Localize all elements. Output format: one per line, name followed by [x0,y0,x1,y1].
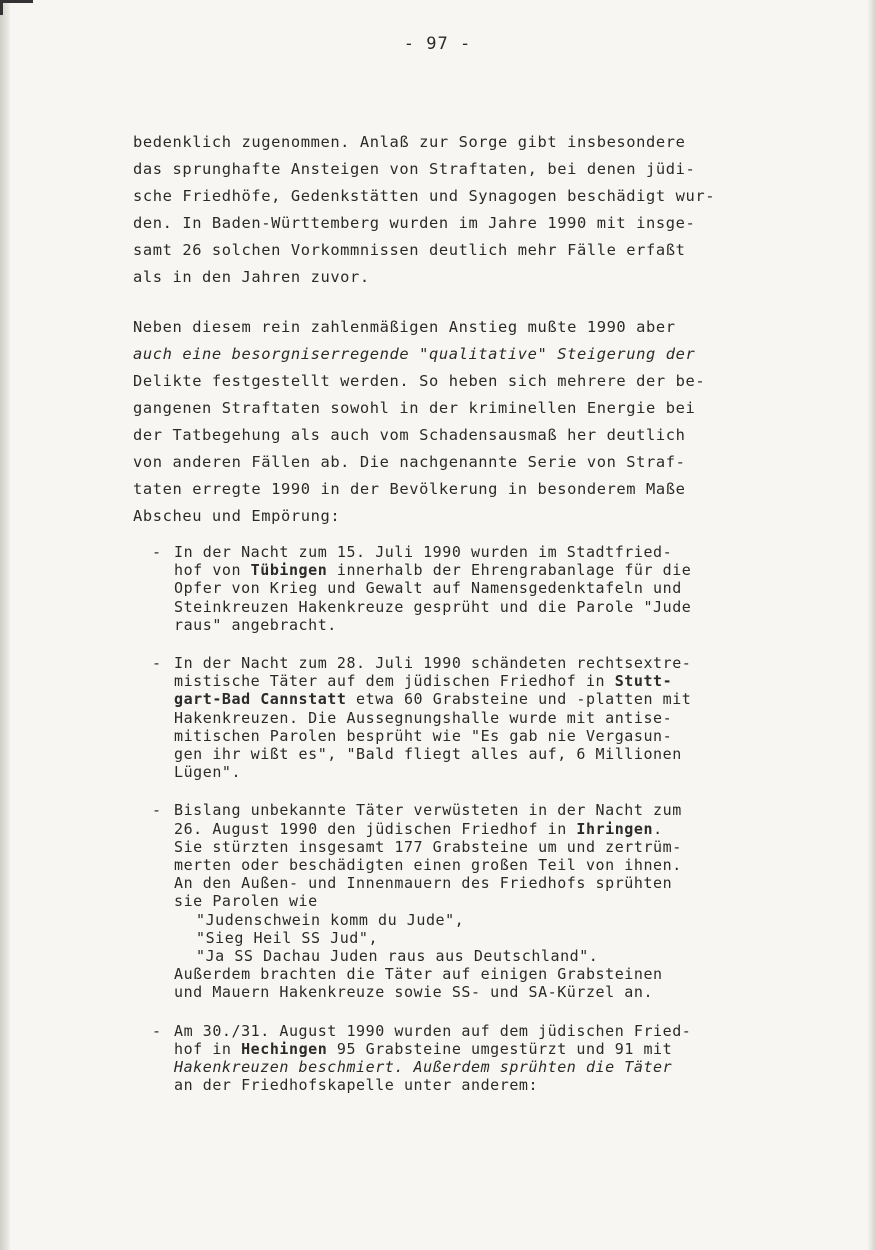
text-line: Hakenkreuzen beschmiert. Außerdem sprühten die Täter [174,1058,673,1077]
text-line [174,561,762,579]
text-line: und Mauern Hakenkreuze sowie SS- und SA-Kürzel an. [174,983,654,1002]
text-line: bedenklich zugenommen. Anlaß zur Sorge gibt insbesondere [133,133,686,151]
text-line: raus" angebracht. [174,615,337,634]
text-line: Außerdem brachten die Täter auf einigen Grabsteinen [174,965,663,984]
text-line: Neben diesem rein zahlenmäßigen Anstieg mußte 1990 aber [133,318,676,336]
paragraph-2 [133,314,753,530]
text-segment: innerhalb der Ehrengrabanlage für die [327,561,692,580]
text-line: Opfer von Krieg und Gewalt auf Namensgedenktafeln und [174,579,682,598]
incident-list [152,543,762,1114]
place-name: Hechingen [241,1039,328,1058]
text-line: In der Nacht zum 28. Juli 1990 schändeten rechtsextre- [174,654,692,673]
scan-left-edge [0,0,10,1250]
place-name: Tübingen [250,561,328,580]
list-dash: - [152,1021,162,1040]
quote-line: "Ja SS Dachau Juden raus aus Deutschland". [196,947,599,966]
text-line: gen ihr wißt es", "Bald fliegt alles auf, 6 Millionen [174,745,682,764]
list-dash: - [152,543,162,561]
text-segment: hof in [174,1039,242,1058]
list-dash: - [152,654,162,673]
text-line: Abscheu und Empörung: [133,507,341,525]
text-segment: 95 Grabsteine umgestürzt und 91 mit [327,1039,673,1058]
text-line-italic: auch eine besorgniserregende "qualitative" Steigerung der [133,345,696,363]
text-line: an der Friedhofskapelle unter anderem: [174,1076,539,1095]
place-name: Ihringen [576,819,654,838]
text-segment: . [653,819,663,838]
text-line: Steinkreuzen Hakenkreuze gesprüht und die Parole "Jude [174,597,692,616]
text-line: merten oder beschädigten einen großen Teil von ihnen. [174,856,682,875]
quote-line: "Sieg Heil SS Jud", [196,928,379,947]
list-item-stuttgart [152,654,762,781]
text-line: sie Parolen wie [174,892,318,911]
text-line: von anderen Fällen ab. Die nachgenannte Serie von Straf- [133,453,686,471]
text-line: samt 26 solchen Vorkommnissen deutlich mehr Fälle erfaßt [133,241,686,259]
text-line: Lügen". [174,763,242,782]
text-line [174,1040,762,1058]
list-item-hechingen [152,1022,762,1095]
text-line: Sie stürzten insgesamt 177 Grabsteine um und zertrüm- [174,837,682,856]
text-segment: 26. August 1990 den jüdischen Friedhof in [174,819,577,838]
text-line: das sprunghafte Ansteigen von Straftaten, bei denen jüdi- [133,160,696,178]
text-line [174,690,762,708]
paragraph-1 [133,129,753,291]
text-line: mitischen Parolen besprüht wie "Es gab nie Vergasun- [174,726,673,745]
text-line: Am 30./31. August 1990 wurden auf dem jüdischen Fried- [174,1021,692,1040]
text-line: Delikte festgestellt werden. So heben sich mehrere der be- [133,372,706,390]
text-line [174,820,762,838]
list-item-tuebingen [152,543,762,634]
text-segment: mistische Täter auf dem jüdischen Friedhof in [174,672,615,691]
text-line: als in den Jahren zuvor. [133,268,370,286]
list-dash: - [152,801,162,820]
list-item-ihringen [152,801,762,1001]
page-number: - 97 - [403,34,472,54]
scan-corner-mark [0,0,33,15]
text-line: taten erregte 1990 in der Bevölkerung in besonderem Maße [133,480,686,498]
place-name: Stutt- [614,672,673,691]
text-line: den. In Baden-Württemberg wurden im Jahre 1990 mit insge- [133,214,696,232]
text-segment: etwa 60 Grabsteine und -platten mit [346,690,692,709]
text-line: Bislang unbekannte Täter verwüsteten in der Nacht zum [174,801,682,820]
place-name: gart-Bad Cannstatt [174,690,347,709]
scan-right-edge [867,0,875,1250]
text-line: In der Nacht zum 15. Juli 1990 wurden im Stadtfried- [174,543,673,561]
text-line: der Tatbegehung als auch vom Schadensausmaß her deutlich [133,426,686,444]
text-line: sche Friedhöfe, Gedenkstätten und Synagogen beschädigt wur- [133,187,716,205]
text-line [174,672,762,690]
text-line: An den Außen- und Innenmauern des Friedhofs sprühten [174,874,673,893]
quote-line: "Judenschwein komm du Jude", [196,910,465,929]
text-segment: hof von [174,561,251,580]
quoted-slogans [174,911,762,966]
text-line: Hakenkreuzen. Die Aussegnungshalle wurde mit antise- [174,708,673,727]
text-line: gangenen Straftaten sowohl in der kriminellen Energie bei [133,399,696,417]
